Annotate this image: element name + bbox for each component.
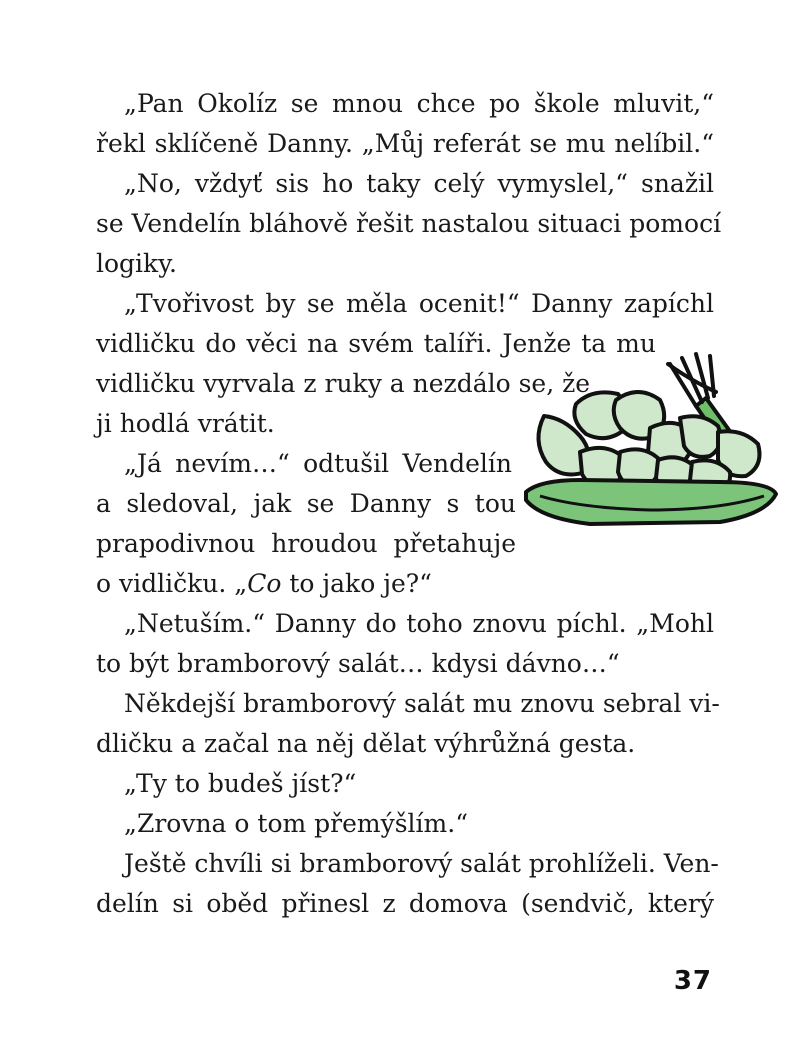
page-number: 37 (673, 966, 712, 996)
text-line: delín si oběd přinesl z domova (sendvič, který (96, 889, 714, 918)
text-line: Někdejší bramborový salát mu znovu sebral vi- (124, 689, 720, 718)
text-line: „Já nevím…“ odtušil Vendelín (124, 449, 512, 478)
text-segment: to jako je?“ (281, 569, 432, 598)
text-line: „Netuším.“ Danny do toho znovu píchl. „Mohl (124, 609, 714, 638)
text-line: prapodivnou hroudou přetahuje (96, 529, 516, 558)
text-line (96, 564, 714, 604)
text-line: ji hodlá vrátit. (96, 409, 275, 438)
text-line: a sledoval, jak se Danny s tou (96, 489, 516, 518)
text-line: „Pan Okolíz se mnou chce po škole mluvit,“ (124, 89, 714, 118)
text-line: „Tvořivost by se měla ocenit!“ Danny zapíchl (124, 289, 714, 318)
text-line: logiky. (96, 249, 177, 278)
text-line: se Vendelín bláhově řešit nastalou situaci pomocí (96, 209, 722, 238)
text-line: řekl sklíčeně Danny. „Můj referát se mu nelíbil.“ (96, 129, 714, 158)
text-line: vidličku do věci na svém talíři. Jenže ta mu (96, 329, 656, 358)
text-line: to být bramborový salát… kdysi dávno…“ (96, 649, 620, 678)
text-segment-italic: Co (247, 569, 282, 598)
text-line: „Ty to budeš jíst?“ (124, 769, 357, 798)
text-line: dličku a začal na něj dělat výhrůžná gesta. (96, 729, 636, 758)
text-line: Ještě chvíli si bramborový salát prohlíželi. Ven- (124, 849, 719, 878)
text-segment: o vidličku. „ (96, 569, 248, 598)
potato-salad-fork-icon (520, 320, 780, 540)
text-line: vidličku vyrvala z ruky a nezdálo se, že (96, 369, 591, 398)
text-line: „No, vždyť sis ho taky celý vymyslel,“ snažil (124, 169, 714, 198)
text-line: „Zrovna o tom přemýšlím.“ (124, 809, 468, 838)
